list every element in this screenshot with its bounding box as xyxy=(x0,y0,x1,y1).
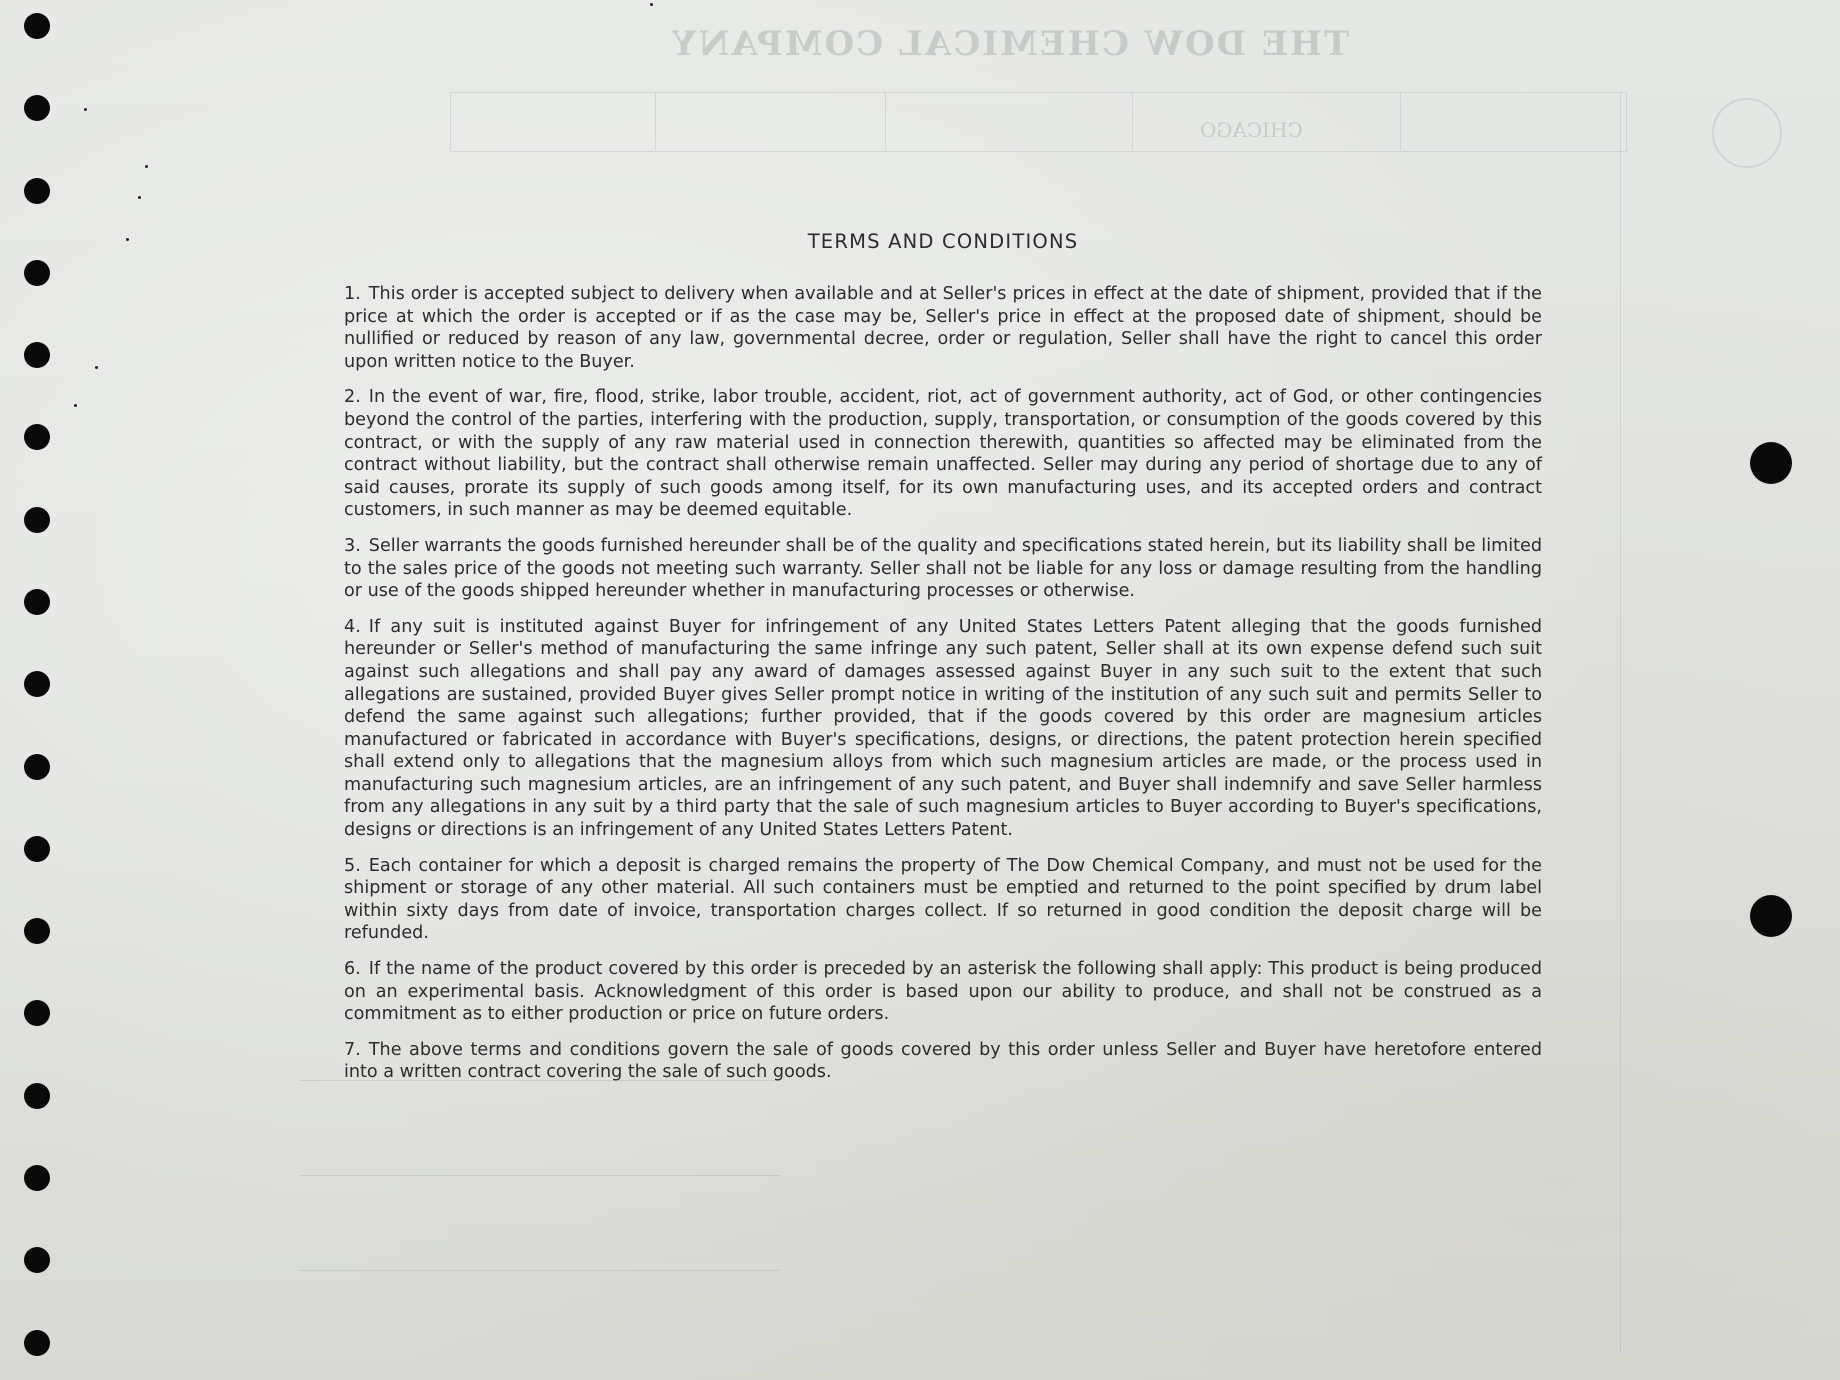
binder-hole xyxy=(24,95,50,121)
binder-hole xyxy=(24,13,50,39)
clause-number: 2. xyxy=(344,387,361,408)
paper-speck xyxy=(74,404,77,407)
binder-hole xyxy=(24,754,50,780)
binder-hole xyxy=(1750,895,1792,937)
binder-hole xyxy=(24,1165,50,1191)
clause-text: If the name of the product covered by this order is preceded by an asterisk the following shall apply: This product is being produced on an experimental basis. Acknowledgment of this order is based upon our ability to produce, and shall not be construed as a commitment as to either production or price on future orders. xyxy=(344,959,1542,1025)
paper-speck xyxy=(145,165,148,168)
clause-number: 7. xyxy=(344,1039,361,1060)
paper-speck xyxy=(138,196,141,199)
binder-hole xyxy=(24,1083,50,1109)
clause-text: Seller warrants the goods furnished hereunder shall be of the quality and specifications stated herein, but its liability shall be limited to the sales price of the goods not meeting such warranty. Seller shall not be liable for any loss or damage resulting from the handling or use of the goods shipped hereunder whether in manufacturing processes or otherwise. xyxy=(344,535,1542,602)
clause-1 xyxy=(344,283,1542,373)
binder-hole xyxy=(24,671,50,697)
clause-text: In the event of war, fire, flood, strike, labor trouble, accident, riot, act of government authority, act of God, or other contingencies beyond the control of the parties, interfering with the production, supply, transportation, or consumption of the goods covered by this contract, or with the supply of any raw material used in connection therewith, quantities so affected may be eliminated from the contract without liability, but the contract shall otherwise remain unaffected. Seller may during any period of shortage due to any of said causes, prorate its supply of such goods among itself, for its own manufacturing uses, and its accepted orders and contract customers, in such manner as may be deemed equitable. xyxy=(344,387,1542,521)
clause-number: 3. xyxy=(344,535,361,556)
binder-hole xyxy=(24,836,50,862)
clause-2 xyxy=(344,386,1542,522)
binder-hole xyxy=(24,260,50,286)
clause-number: 6. xyxy=(344,959,361,980)
show-through-divider xyxy=(885,92,886,150)
show-through-rule xyxy=(300,1175,780,1176)
show-through-divider xyxy=(1400,92,1401,150)
show-through-divider xyxy=(1132,92,1133,150)
binder-hole xyxy=(24,424,50,450)
clause-number: 4. xyxy=(344,616,361,637)
clause-text: If any suit is instituted against Buyer for infringement of any United States Letters Patent alleging that the goods furnished hereunder or Seller's method of manufacturing the same infringe any such patent, Seller shall at its own expense defend such suit against such allegations and shall pay any award of damages assessed against Buyer in any such suit to the extent that such allegations are sustained, provided Buyer gives Seller prompt notice in writing of the institution of any such suit and permits Seller to defend the same against such allegations; further provided, that if the goods covered by this order are magnesium articles manufactured or fabricated in accordance with Buyer's specifications, designs, or directions, the patent protection herein specified shall extend only to allegations that the magnesium alloys from which such magnesium articles are made, or the process used in manufacturing such magnesium articles, are an infringement of any such patent, and Buyer shall indemnify and save Seller harmless from any allegations in any suit by a third party that the sale of such magnesium articles to Buyer according to Buyer's specifications, designs or directions is an infringement of any United States Letters Patent. xyxy=(344,616,1542,841)
clause-7 xyxy=(344,1039,1542,1084)
clause-number: 5. xyxy=(344,855,361,876)
clause-6 xyxy=(344,958,1542,1026)
clause-3 xyxy=(344,535,1542,603)
binder-hole xyxy=(1750,442,1792,484)
binder-hole xyxy=(24,507,50,533)
terms-and-conditions xyxy=(344,230,1542,1097)
paper-speck xyxy=(95,366,98,369)
clause-5 xyxy=(344,855,1542,945)
binder-hole xyxy=(24,342,50,368)
show-through-header-box xyxy=(450,92,1627,152)
binder-hole xyxy=(24,1247,50,1273)
binder-hole xyxy=(24,1000,50,1026)
clause-text: This order is accepted subject to delivery when available and at Seller's prices in effect at the date of shipment, provided that if the price at which the order is accepted or if as the case may be, Seller's price in effect at the proposed date of shipment, should be nullified or reduced by reason of any law, governmental decree, order or regulation, Seller shall have the right to cancel this order upon written notice to the Buyer. xyxy=(344,284,1542,372)
paper-speck xyxy=(84,108,87,111)
show-through-divider xyxy=(655,92,656,150)
show-through-circle xyxy=(1712,98,1782,168)
binder-hole xyxy=(24,918,50,944)
clause-text: The above terms and conditions govern the sale of goods covered by this order unless Seller and Buyer have heretofore entered into a written contract covering the sale of such goods. xyxy=(344,1039,1542,1083)
show-through-divider xyxy=(1620,92,1621,1352)
show-through-rule xyxy=(300,1270,780,1271)
show-through-heading: THE DOW CHEMICAL COMPANY xyxy=(670,24,1350,64)
clause-4 xyxy=(344,616,1542,842)
page-title: TERMS AND CONDITIONS xyxy=(807,230,1079,253)
show-through-city: CHICAGO xyxy=(1200,118,1303,142)
paper-speck xyxy=(126,238,129,241)
clause-text: Each container for which a deposit is charged remains the property of The Dow Chemical Company, and must not be used for the shipment or storage of any other material. All such containers must be emptied and returned to the point specified by drum label within sixty days from date of invoice, transportation charges collect. If so returned in good condition the deposit charge will be refunded. xyxy=(344,855,1542,944)
binder-hole xyxy=(24,178,50,204)
clause-number: 1. xyxy=(344,284,361,304)
binder-hole xyxy=(24,1330,50,1356)
paper-speck xyxy=(650,3,653,6)
binder-hole xyxy=(24,589,50,615)
